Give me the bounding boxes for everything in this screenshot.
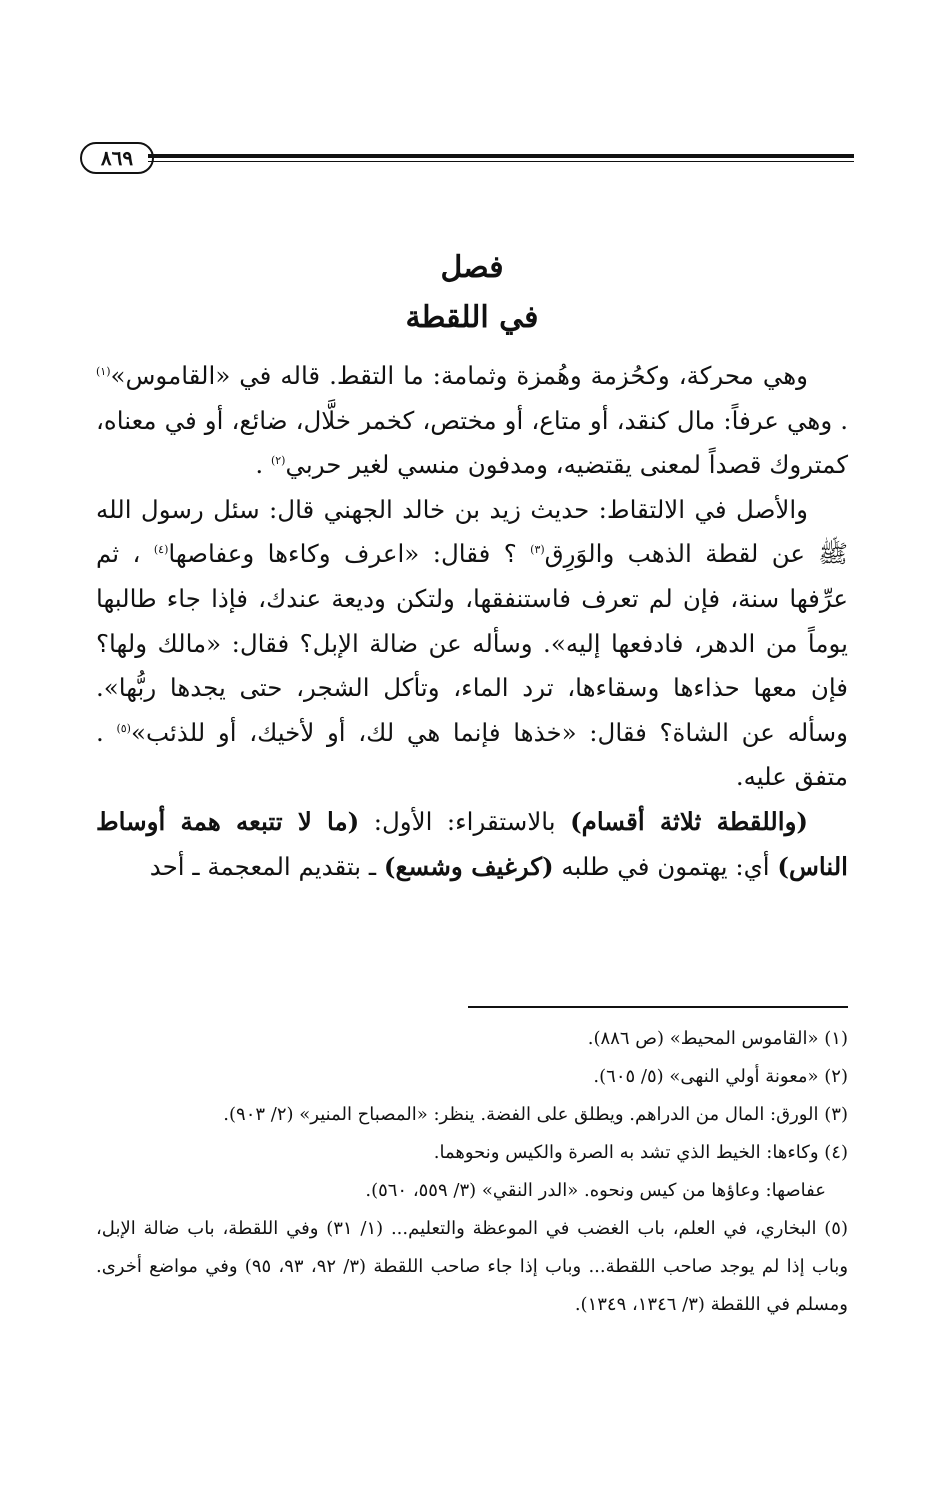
section-title: فصل: [440, 250, 504, 285]
footnote: (٢) «معونة أولي النهى» (٥/ ٦٠٥).: [593, 1066, 848, 1087]
footnote: عفاصها: وعاؤها من كيس ونحوه. «الدر النقي» (٣/ ٥٥٩، ٥٦٠).: [365, 1180, 826, 1201]
section-subtitle: في اللقطة: [405, 300, 539, 335]
text-segment: بالاستقراء: الأول:: [359, 806, 571, 836]
footnote-reference: (١): [96, 364, 111, 378]
text-segment: ، ثم عرِّفها سنة، فإن لم تعرف فاستنفقها، ولتكن وديعة عندك، فإذا جاء طالبها يوماً من الدهر، فادفعها إليه». وسأله عن ضالة الإبل؟ فقال: «مالك ولها؟ فإن معها حذاءها وسقاءها، ترد الماء، وتأكل الشجر، حتى يجدها ربُّها». وسأله عن الشاة؟ فقال: «خذها فإنما هي لك، أو لأخيك، أو للذئب»: [96, 539, 848, 747]
text-segment: وهي محركة، وكحُزمة وهُمزة وثمامة: ما التقط. قاله في «القاموس»: [110, 361, 808, 390]
footnote: (١) «القاموس المحيط» (ص ٨٨٦).: [587, 1028, 848, 1049]
footnote-reference: (٥): [116, 721, 131, 735]
footnote: (٤) وكاءها: الخيط الذي تشد به الصرة والكيس ونحوهما.: [433, 1142, 848, 1163]
section-headings: [0, 248, 944, 338]
footnote-reference: (٣): [530, 543, 545, 557]
body-text: [96, 354, 848, 889]
text-segment: والأصل في الالتقاط: حديث زيد بن خالد الجهني قال: سئل رسول الله ﷺ عن لقطة الذهب والوَرِق: [96, 494, 848, 569]
header-rule: [148, 154, 854, 158]
matn-text: (واللقطة ثلاثة أقسام): [570, 806, 808, 836]
text-segment: .: [255, 450, 271, 480]
body-paragraph: [96, 354, 848, 488]
header-rule-thin: [148, 161, 854, 162]
text-segment: . متفق عليه.: [96, 717, 848, 792]
body-paragraph: [96, 800, 848, 889]
page-header: [80, 138, 854, 178]
footnote: (٥) البخاري، في العلم، باب الغضب في الموعظة والتعليم... (١/ ٣١) وفي اللقطة، باب ضالة الإبل، وباب إذا لم يوجد صاحب اللقطة... وباب إذا جاء صاحب اللقطة (٣/ ٩٢، ٩٣، ٩٥) وفي مواضع أخرى. ومسلم في اللقطة (٣/ ١٣٤٦، ١٣٤٩).: [96, 1218, 849, 1315]
text-segment: أي: يهتمون في طلبه: [553, 851, 778, 881]
footnote: (٣) الورق: المال من الدراهم. ويطلق على الفضة. ينظر: «المصباح المنير» (٢/ ٩٠٣).: [223, 1104, 848, 1125]
matn-text: (ما لا تتبعه همة أوساط الناس): [96, 806, 848, 881]
footnote-reference: (٢): [270, 454, 286, 468]
text-segment: . وهي عرفاً: مال كنقد، أو متاع، أو مختص، كخمر خلَّال، ضائع، أو في معناه، كمتروك قصداً لمعنى يقتضيه، ومدفون منسي لغير حربي: [96, 405, 848, 480]
text-segment: ـ بتقديم المعجمة ـ أحد: [149, 851, 384, 881]
body-paragraph: [96, 488, 848, 800]
text-segment: ؟ فقال: «اعرف وكاءها وعفاصها: [168, 539, 531, 569]
footnote-divider: [468, 1006, 848, 1008]
footnotes: [96, 1020, 848, 1324]
matn-text: (كرغيف وشسع): [383, 851, 554, 881]
page-number: ٨٦٩: [80, 142, 154, 174]
footnote-reference: (٤): [153, 543, 169, 557]
